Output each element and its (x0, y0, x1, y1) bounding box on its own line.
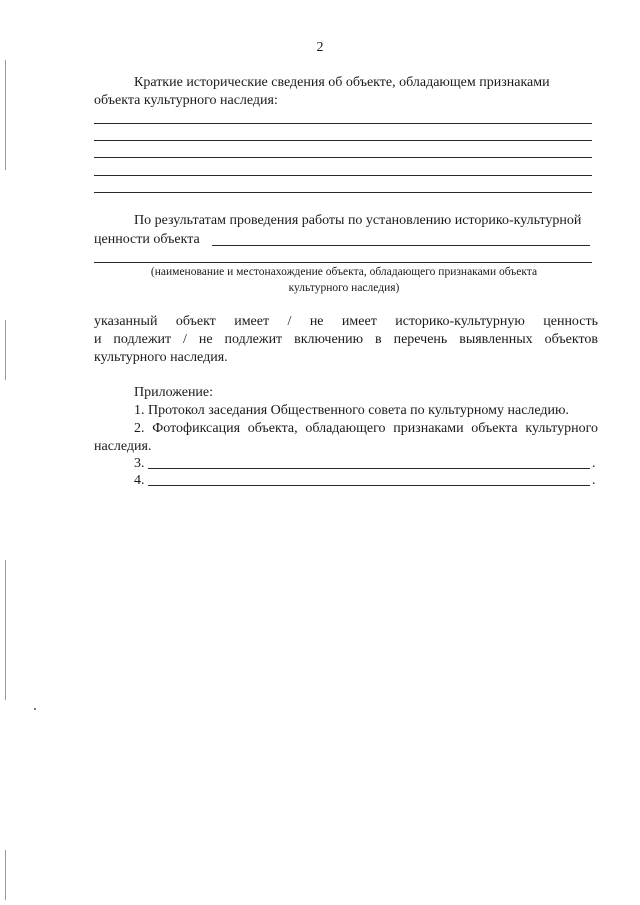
conclusion-line2: и подлежит / не подлежит включению в перечень выявленных объектов (94, 332, 598, 347)
scan-edge-artifact (5, 850, 6, 900)
page-number: 2 (316, 40, 324, 55)
appendix-item-2-line1: 2. Фотофиксация объекта, обладающего признаками объекта культурного (134, 421, 598, 436)
history-heading-line1: Краткие исторические сведения об объекте, обладающем признаками (134, 75, 550, 90)
scan-edge-artifact (5, 60, 6, 170)
history-fill-line-4 (94, 175, 592, 176)
history-fill-line-2 (94, 140, 592, 141)
appendix-item-3-end: . (592, 456, 596, 471)
history-fill-line-1 (94, 123, 592, 124)
history-fill-line-5 (94, 192, 592, 193)
scan-edge-artifact (5, 320, 6, 380)
object-location-fill-line (94, 262, 592, 263)
result-line1: По результатам проведения работы по установлению историко-культурной (134, 213, 582, 228)
result-line2: ценности объекта (94, 232, 200, 247)
appendix-title: Приложение: (134, 385, 214, 400)
object-name-fill-line (212, 245, 590, 246)
object-caption (94, 264, 594, 296)
appendix-item-2-line2: наследия. (94, 439, 152, 454)
history-fill-line-3 (94, 157, 592, 158)
appendix-item-1: 1. Протокол заседания Общественного совета по культурному наследию. (134, 403, 570, 418)
conclusion-line3: культурного наследия. (94, 350, 228, 365)
appendix-item-3-number: 3. (134, 456, 145, 471)
appendix-item-4-fill-line (148, 485, 590, 486)
scan-dot (34, 708, 36, 710)
appendix-item-4-number: 4. (134, 473, 145, 488)
appendix-item-4-end: . (592, 473, 596, 488)
conclusion-line1: указанный объект имеет / не имеет историко-культурную ценность (94, 314, 598, 329)
appendix-item-3-fill-line (148, 468, 590, 469)
object-caption-line2: культурного наследия) (288, 282, 400, 294)
history-heading-line2: объекта культурного наследия: (94, 93, 278, 108)
object-caption-line1: (наименование и местонахождение объекта, обладающего признаками объекта (150, 266, 538, 278)
scan-edge-artifact (5, 560, 6, 700)
